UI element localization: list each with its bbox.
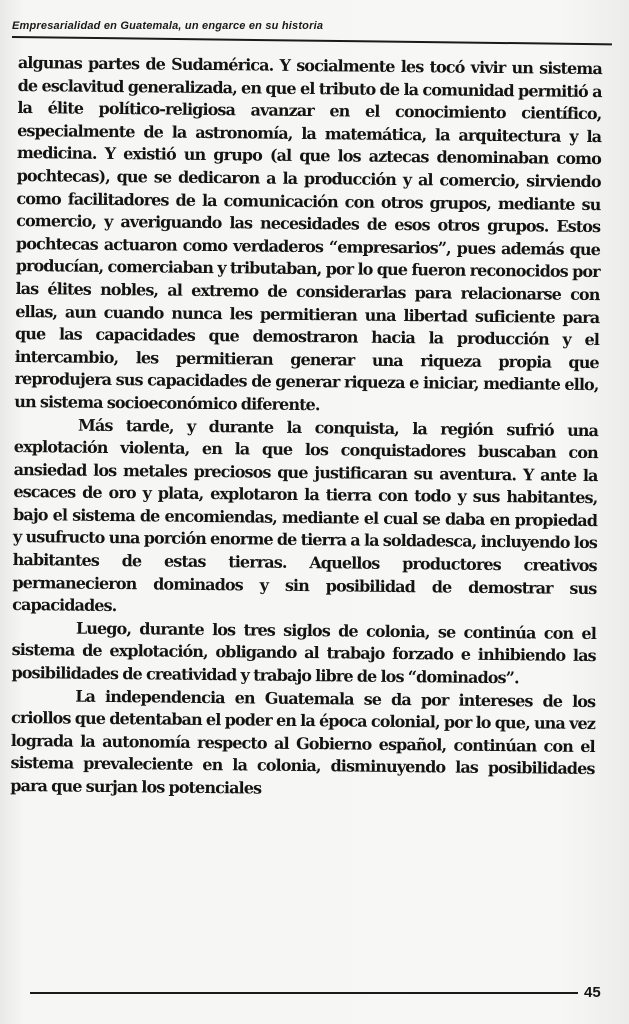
running-header: Empresarialidad en Guatemala, un engarce en su historia <box>12 20 324 32</box>
footer-rule <box>30 992 578 994</box>
page-number: 45 <box>584 984 601 1001</box>
paragraph-conquista: Más tarde, y durante la conquista, la región sufrió una explotación violenta, en la que los conquistadores buscaban con ansiedad los metales preciosos que justificaran su aventura. Y ante la escaces de oro y plata, explotaron la tierra con todo y sus habitantes, bajo el sistema de encomiendas, mediante el cual se daba en propiedad y usufructo una porción enorme de tierra a la soldadesca, incluyendo los habitantes de estas tierras. Aquellos productores creativos permanecieron dominados y sin posibilidad de demostrar sus capacidades. <box>12 415 599 616</box>
header-rule <box>12 36 612 45</box>
paragraph-colonia: Luego, durante los tres siglos de colonia, se continúa con el sistema de explotación, obligando al trabajo forzado e inhibiendo las posibilidades de creatividad y trabajo libre de los “dominados”. <box>11 618 597 688</box>
body-text <box>10 52 602 804</box>
paragraph-continuation: algunas partes de Sudamérica. Y socialmente les tocó vivir un sistema de esclavitud generalizada, en que el tributo de la comunidad permitió a la élite político-religiosa avanzar en el conocimiento científico, especialmente de la astronomía, la matemática, la arquitectura y la medicina. Y existió un grupo (al que los aztecas denominaban como pochtecas), que se dedicaron a la producción y al comercio, sirviendo como facilitadores de la comunicación con otros grupos, mediante su comercio, y averiguando las necesidades de esos otros grupos. Estos pochtecas actuaron como verdaderos “empresarios”, pues además que producían, comerciaban y tributaban, por lo que fueron reconocidos por las élites nobles, al extremo de considerarlas para relacionarse con ellas, aun cuando nunca les permitieran una libertad suficiente para que las capacidades que demostraron hacia la producción y el intercambio, les permitieran generar una riqueza propia que reprodujera sus capacidades de generar riqueza e iniciar, mediante ello, un sistema socioeconómico diferente. <box>14 52 602 415</box>
paragraph-independencia: La independencia en Guatemala se da por intereses de los criollos que detentaban el poder en la época colonial, por lo que, una vez lograda la autonomía respecto al Gobierno español, continúan con el sistema prevaleciente en la colonia, disminuyendo las posibilidades para que surjan los potenciales <box>10 686 596 798</box>
